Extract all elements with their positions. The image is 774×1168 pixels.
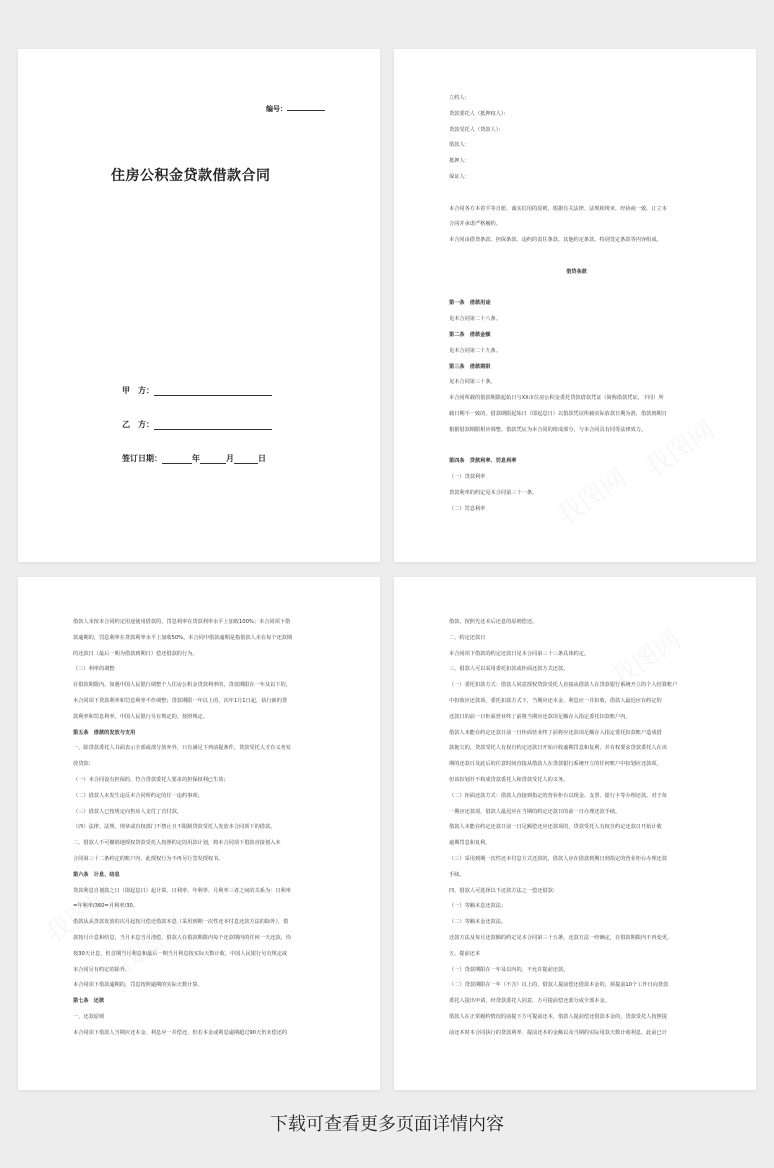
text-line — [449, 249, 704, 265]
text-line: 见本合同第二十九条。 — [449, 347, 501, 354]
download-more-caption: 下载可查看更多页面详情内容 — [270, 1114, 504, 1135]
text-line: 本合同项下借款逾期的，罚息按照逾期的实际天数计算。 — [73, 982, 203, 989]
party-a-line — [154, 386, 272, 396]
text-line: 借款，按照先还本后还息的原则偿还。 — [449, 619, 538, 625]
text-line: 委托人提出申请，经贷款委托人同意，方可提前偿还部分或全部本金。 — [449, 998, 610, 1005]
text-line: 贷款利息自划款之日（即起息日）起计算。日利率、年利率、月利率三者之间的关系为：日利率 — [73, 887, 291, 894]
contract-page-3 — [18, 577, 380, 1090]
contract-page-2 — [394, 49, 756, 562]
text-line: 借贷条款 — [566, 268, 587, 275]
text-line: 合同第三十二条约定的账户内，此授权行为不再另行签发授权书。 — [73, 855, 224, 862]
text-line: 一、除贷款委托人书面表示全部或部分放弃外，只有满足下列前提条件，贷款受托人才有义务发 — [73, 745, 291, 752]
text-line: （三）采用到期一次性还本付息方式还款的，借款人应在借款到期日到指定的营业柜台办理还款 — [449, 855, 667, 862]
text-line: 本合同另有约定的除外。 — [73, 966, 131, 973]
text-line: （三）利率的调整 — [73, 666, 115, 673]
text-line: 借款人未按本合同约定用途使用借款的，罚息利率在贷款利率水平上加收100%；本合同项下借 — [73, 619, 291, 625]
text-line: 借款人未能在约定还款日前一日柜面营业终了前将应还款项足额存入指定委托扣款账户造成借 — [449, 729, 662, 736]
text-line: 款逾期的，罚息利率在贷款利率水平上加收50%。本合同中借款逾期是指借款人未在每个还款期 — [73, 634, 293, 641]
text-line: 第五条 借款的发放与支用 — [73, 729, 136, 736]
text-line: 借款从从贷款发放的次月起按月偿还借款本息（采用到期一次性还本付息还款方法的除外），借 — [73, 919, 289, 926]
text-line: 逾期罚息和复利。 — [449, 840, 491, 847]
text-line: （二）贷款期限在一年（不含）以上的，借款人提前偿还借款本金的，须提前10个工作日向贷款 — [449, 982, 669, 989]
page-2-body — [449, 91, 704, 518]
text-line: 贷款利率的约定见本合同第三十一条。 — [449, 489, 538, 496]
text-line: 立约人： — [449, 95, 470, 101]
party-b-line — [154, 420, 272, 430]
text-line: （一）等额本息还款法； — [449, 903, 507, 910]
text-line: （二）罚息利率 — [449, 505, 486, 512]
text-line: 二、约定还款日 — [449, 634, 486, 641]
text-line: 三、借款人可以采用委托扣款或柜面还款方式还款。 — [449, 666, 569, 673]
text-line: 合同并承诺严格履约。 — [449, 221, 501, 228]
cover-page — [18, 49, 380, 562]
text-line: 一期应还款项，借款人最迟应在当期的约定还款日的前一日办理还款手续。 — [449, 808, 621, 815]
text-line: （一）贷款利率 — [449, 474, 486, 481]
party-a-label: 甲 方： — [122, 386, 154, 395]
text-line: 载日期不一致的，借款期限起始日（即起息日）以借款凭证所载实际放款日期为准，借款到期日 — [449, 410, 667, 417]
text-line: 款拖欠的，贷款受托人有权自约定还款日开始计收逾期罚息和复利，并有权要求贷款委托人在该 — [449, 745, 667, 752]
year-line — [162, 454, 192, 464]
text-line — [449, 281, 704, 297]
sign-date-label: 签订日期： — [122, 454, 162, 463]
text-line: 按30天计息，但首期当月利息和最后一期当月利息按实际天数计收。中国人民银行另有规定或 — [73, 950, 288, 957]
text-line — [449, 186, 704, 202]
text-line: 第七条 还款 — [73, 998, 105, 1005]
text-line: 第二条 借款金额 — [449, 331, 491, 338]
text-line: 借款人： — [449, 142, 470, 149]
text-line — [449, 439, 704, 455]
text-line: 本合同由借贷条款、担保条款、违约的责任条款、其他约定条款、特别签定条款等内容组成。 — [449, 237, 662, 244]
month-label: 月 — [226, 454, 234, 463]
text-line: 本合同项下贷款利率和罚息利率不作调整；贷款期限一年以上的，次年1月1日起，执行新的贷 — [73, 697, 288, 704]
text-line: 五、提前还本 — [449, 950, 481, 957]
text-line: 四、借款人可选择以下还款方法之一偿还借款： — [449, 887, 558, 894]
day-label: 日 — [258, 454, 266, 463]
text-line: （一）委托扣款方式：借款人同意授权贷款受托人直接从借款人在贷款银行系统开立的个人结算账户 — [449, 682, 678, 689]
text-line: =年利率/360=月利率/30。 — [73, 903, 139, 910]
day-line — [234, 454, 258, 464]
text-line: （一）贷款期限在一年及以内的，不允许提前还款。 — [449, 966, 569, 973]
text-line: 贷款委托人（抵押权人）： — [449, 110, 509, 117]
contract-number — [266, 104, 325, 114]
text-line: 保证人： — [449, 173, 470, 180]
text-line: 中扣收应还款项。委托扣款方式下，当期应还本金、利息应一并扣收，借款人最迟应在约定的 — [449, 697, 662, 704]
text-line: 二、借款人不可撤销地授权贷款受托人按照约定的用款计划，将本合同项下借款直接划入本 — [73, 840, 281, 847]
text-line: 还款方法及每月还款额的约定见本合同第三十五条，还款方法一经确定，在借款期限内不再变更。 — [449, 934, 673, 941]
year-label: 年 — [192, 454, 200, 463]
text-line: 第六条 计息、结息 — [73, 871, 120, 878]
text-line: 根据借款期限相应调整。借款凭证为本合同的组成部分，与本合同具有同等法律效力。 — [449, 426, 647, 433]
month-line — [200, 454, 226, 464]
text-line: 还款日的前一日柜面营业终了前将当期应还款项足额存入指定委托扣款账户内。 — [449, 713, 631, 720]
text-line: （二）等额本金还款法。 — [449, 919, 507, 926]
party-b-row — [122, 419, 272, 430]
text-line: 但该扣划并不构成贷款委托人和贷款受托人的义务。 — [449, 776, 569, 783]
page-3-body — [73, 615, 328, 1042]
text-line: 手续。 — [449, 871, 465, 878]
contract-title: 住房公积金贷款借款合同 — [111, 168, 271, 184]
text-line: 本合同所载的借款期限起始日与XX市住房公积金委托贷款借款凭证（简称借款凭证，下同）所 — [449, 395, 664, 402]
text-line: 的还款日（最后一期为借款到期日）偿还借款的行为。 — [73, 650, 198, 657]
text-line: （四）法律、法规、规章或有权部门不禁止且不限制贷款受托人发放本合同项下的借款。 — [73, 824, 276, 831]
contract-number-line — [287, 104, 325, 111]
text-line: 一、还款原则 — [73, 1013, 105, 1020]
text-line: 见本合同第二十八条。 — [449, 316, 501, 323]
party-a-row — [122, 385, 272, 396]
contract-number-label: 编号： — [266, 105, 287, 113]
text-line: 贷款受托人（贷款人）： — [449, 126, 504, 133]
text-line: 在借款期限内，如遇中国人民银行调整个人住房公积金贷款利率的，贷款期限在一年及以下的， — [73, 682, 291, 689]
contract-page-4 — [394, 577, 756, 1090]
text-line: 期的还款日及此后的任意时间直接从借款人在贷款银行系统开立的任何账户中扣划应还款项， — [449, 761, 662, 768]
text-line: 放贷款： — [73, 761, 94, 768]
text-line: （三）借款人已按规定向售房人支付了首付款。 — [73, 808, 182, 815]
text-line: 第一条 借款用途 — [449, 300, 491, 307]
text-line: 见本合同第三十条。 — [449, 379, 496, 386]
page-4-body — [449, 615, 704, 1042]
text-line: 本合同各方本着平等自愿、诚实信用的原则，根据有关法律、法规和规章，经协商一致，订立本 — [449, 205, 667, 212]
party-b-label: 乙 方： — [122, 420, 154, 429]
text-line: 前还本时本合同执行的贷款利率、提前还本的金额以及当期的实际用款天数计收利息，此前已计 — [449, 1029, 667, 1036]
text-line: 本合同项下借款的约定还款日见本合同第三十三条具体约定。 — [449, 650, 590, 657]
text-line: 借款人未能在约定还款日前一日足额偿还应还款项的，贷款受托人有权自约定还款日开始计收 — [449, 824, 662, 831]
text-line: （二）借款人未发生违反本合同所约定的任一违约事项； — [73, 792, 203, 799]
text-line: 第四条 贷款利率、罚息利率 — [449, 458, 517, 465]
text-line: 本合同项下借款人当期应还本金、利息应一并偿还，但若本金或利息逾期超过90天仍未偿还的 — [73, 1029, 288, 1036]
sign-date-row — [122, 453, 266, 464]
text-line: （二）柜面还款方式：借款人直接到指定的营业柜台以现金、支票、银行卡等办理还款。对于每 — [449, 792, 667, 799]
text-line: 抵押人： — [449, 158, 470, 165]
text-line: 款利率和罚息利率。中国人民银行另有规定的，按照规定。 — [73, 713, 208, 720]
text-line: 款按月计息和结息，当月本息当月清偿。借款人在借款期限内每个还款期内的任何一天还款，均 — [73, 934, 291, 941]
text-line: 第三条 借款期限 — [449, 363, 491, 370]
text-line: 借款人在正常履约情况的前提下方可提前还本，借款人提前偿还借款本金的，贷款受托人按照提 — [449, 1013, 667, 1020]
text-line: （一）本合同设有担保的，符合贷款委托人要求的担保权利已生效； — [73, 776, 229, 783]
